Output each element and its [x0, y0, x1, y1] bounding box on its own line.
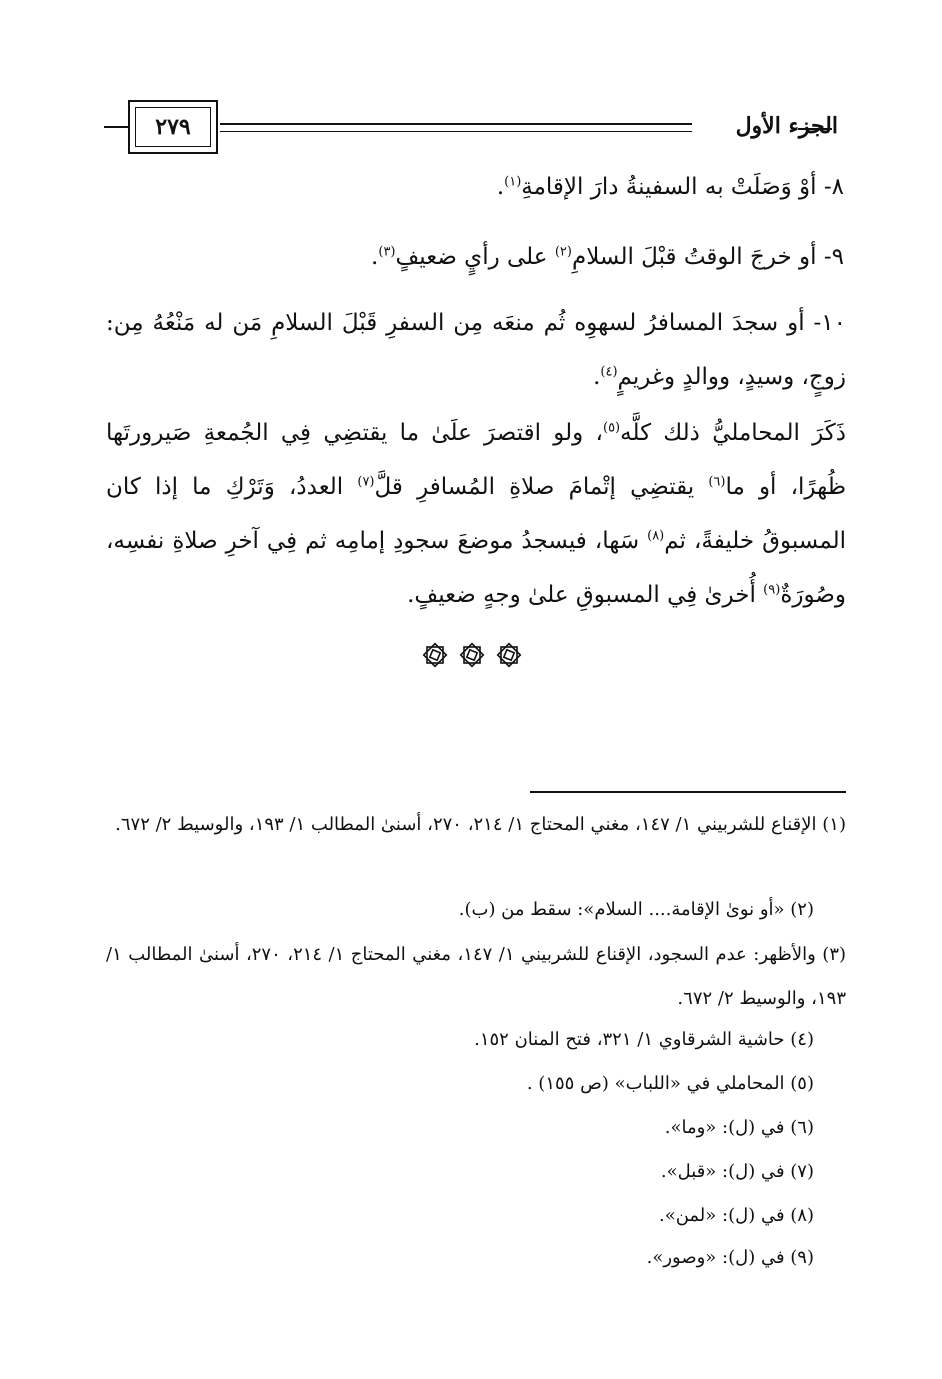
- footnote-6: (٦) في (ل): «وما».: [664, 1117, 814, 1138]
- item-9: ٩- أو خرجَ الوقتُ قبْلَ السلامِ$^{(٢)}$ على رأيٍ ضعيفٍ$^{(٣)}$.: [371, 244, 844, 270]
- header-rule-right: [798, 128, 832, 130]
- footnote-9: (٩) في (ل): «وصور».: [646, 1247, 814, 1268]
- footnote-marker: (٤): [600, 364, 618, 380]
- footnote-marker: (٧): [357, 474, 375, 490]
- star-ornament-icon: [494, 640, 524, 670]
- footnote-marker: (٥): [602, 420, 621, 436]
- footnote-marker: (٣): [378, 244, 396, 260]
- main-paragraph: ذَكَرَ المحامليُّ ذلك كلَّه$^{(٥)}$، ولو اقتصرَ علَىٰ ما يقتضِي فِي الجُمعةِ صَيرورتَها ظُهرًا، أو ما$^{(٦)}$ يقتضِي إتْمامَ صلاةِ المُسافرِ قلَّ$^{(٧)}$ العددُ، وَتَرْكِ ما إذا كان المسبوقُ خليفةً، ثم$^{(٨)}$ سَها، فيسجدُ موضعَ سجودِ إمامِه ثم فِي آخرِ صلاةِ نفسِه، وصُورَةٌ$^{(٩)}$ أُخرىٰ فِي المسبوقِ علىٰ وجهٍ ضعيفٍ.: [106, 420, 847, 608]
- footnote-4: (٤) حاشية الشرقاوي ١/ ٣٢١، فتح المنان ١٥٢.: [474, 1029, 814, 1050]
- footnote-3: (٣) والأظهر: عدم السجود، الإقناع للشربيني ١/ ١٤٧، مغني المحتاج ١/ ٢١٤، ٢٧٠، أسنىٰ المطالب ١/ ١٩٣، والوسيط ٢/ ٦٧٢.: [106, 944, 847, 1009]
- header-rule-double: [220, 123, 692, 132]
- header-title: الجزء الأول: [735, 113, 838, 139]
- footnote-separator: [530, 791, 846, 793]
- footnote-marker: (٢): [554, 244, 572, 260]
- page-number-frame: [128, 100, 218, 154]
- header-rule-left: [104, 126, 128, 128]
- page-number: ٢٧٩: [155, 114, 191, 140]
- footnote-5: (٥) المحاملي في «اللباب» (ص ١٥٥) .: [526, 1073, 814, 1094]
- footnote-marker: (٩): [763, 582, 781, 598]
- section-ornament: [420, 640, 524, 674]
- footnote-2: (٢) «أو نوىٰ الإقامة.... السلام»: سقط من (ب).: [458, 899, 814, 920]
- footnote-marker: (٨): [647, 528, 665, 544]
- star-ornament-icon: [420, 640, 450, 670]
- footnote-1: (١) الإقناع للشربيني ١/ ١٤٧، مغني المحتاج ١/ ٢١٤، ٢٧٠، أسنىٰ المطالب ١/ ١٩٣، والوسيط ٢/ ٦٧٢.: [115, 814, 846, 835]
- footnote-8: (٨) في (ل): «لمن».: [658, 1205, 814, 1226]
- item-10: ١٠- أو سجدَ المسافرُ لسهوِه ثُم منعَه مِن السفرِ قَبْلَ السلامِ مَن له مَنْعُهُ مِن: زوجٍ، وسيدٍ، ووالدٍ وغريمٍ$^{(٤)}$.: [106, 310, 846, 390]
- star-ornament-icon: [457, 640, 487, 670]
- item-8: ٨- أوْ وَصَلَتْ به السفينةُ دارَ الإقامةِ$^{(١)}$.: [496, 174, 844, 200]
- footnote-marker: (١): [504, 174, 522, 190]
- footnote-7: (٧) في (ل): «قبل».: [660, 1161, 814, 1182]
- footnote-marker: (٦): [708, 474, 726, 490]
